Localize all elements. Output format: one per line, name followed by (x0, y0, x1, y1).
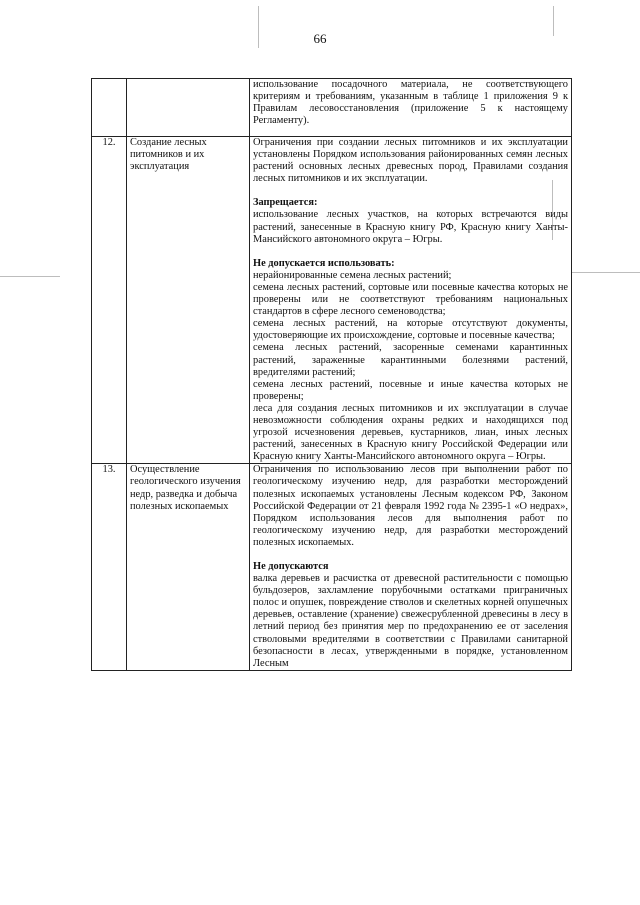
row-content (250, 137, 572, 464)
scan-line-top (258, 6, 259, 48)
scan-line-right (572, 272, 640, 273)
paragraph: Ограничения по использованию лесов при выполнении работ по геологическому изучению недр, для разработки месторождений полезных ископаемых установлены Лесным кодексом РФ, Законом Российской Федерации от 21 февраля 1992 года № 2395-1 «О недрах», Порядком использования лесов для выполнения работ по геологическому изучению недр, для разработки месторождений полезных ископаемых. (253, 464, 568, 548)
paragraph-gap (253, 549, 568, 561)
row-number: 12. (92, 137, 127, 464)
section-heading: Не допускается использовать: (253, 257, 395, 269)
paragraph: использование посадочного материала, не соответствующего критериям и требованиям, указанным в таблице 1 приложения 9 к Правилам лесовосстановления (приложение 5 к настоящему Регламенту). (253, 79, 568, 127)
row-number: 13. (92, 464, 127, 671)
paragraph: семена лесных растений, на которые отсутствуют документы, удостоверяющие их происхождение, сортовые и посевные качества; (253, 318, 568, 342)
row-number (92, 79, 127, 137)
table-row (92, 79, 572, 137)
table-row (92, 137, 572, 464)
row-title: Осуществление геологического изучения недр, разведка и добыча полезных ископаемых (127, 464, 250, 671)
paragraph: семена лесных растений, посевные и иные качества которых не проверены; (253, 378, 568, 402)
scan-line-left (0, 276, 60, 277)
paragraph: Ограничения при создании лесных питомников и их эксплуатации установлены Порядком использования районированных семян лесных растений основных лесных древесных пород, Правилами создания лесных питомников и их эксплуатации. (253, 137, 568, 185)
scan-line-top-right (553, 6, 554, 36)
paragraph: нерайонированные семена лесных растений; (253, 269, 452, 281)
paragraph-gap (253, 246, 568, 258)
row-title: Создание лесных питомников и их эксплуатация (127, 137, 250, 464)
table-row (92, 464, 572, 671)
paragraph: использование лесных участков, на которых встречаются виды растений, занесенные в Красную книгу РФ, Красную книгу Ханты-Мансийского автономного округа – Югры. (253, 209, 568, 245)
paragraph: семена лесных растений, сортовые или посевные качества которых не проверены или не соответствуют требованиям национальных стандартов в сфере лесного семеноводства; (253, 281, 568, 318)
row-content (250, 464, 572, 671)
paragraph: леса для создания лесных питомников и их эксплуатации в случае невозможности соблюдения охраны редких и находящихся под угрозой исчезновения деревьев, кустарников, лиан, иных лесных растений, занесенных в Красную книгу Российской Федерации или Красную книгу Ханты-Мансийского автономного округа – Югры. (253, 402, 568, 463)
section-heading: Запрещается: (253, 197, 318, 209)
section-heading: Не допускаются (253, 561, 329, 572)
regulation-table (91, 78, 572, 671)
row-title (127, 79, 250, 137)
paragraph: семена лесных растений, засоренные семенами карантинных растений, зараженные карантинными болезнями растений, вредителями растений; (253, 342, 568, 378)
paragraph-gap (253, 185, 568, 197)
paragraph: валка деревьев и расчистка от древесной растительности с помощью бульдозеров, захламление порубочными остатками приграничных полос и опушек, повреждение стволов и скелетных корней опушечных деревьев, оставление (хранение) свежесрубленной древесины в лесу в летний период без принятия мер по предохранению ее от заселения стволовыми вредителями в соответствии с Правилами санитарной безопасности в лесах, утвержденными в порядке, установленном Лесным (253, 573, 568, 669)
row-content (250, 79, 572, 137)
page-number: 66 (313, 31, 327, 46)
